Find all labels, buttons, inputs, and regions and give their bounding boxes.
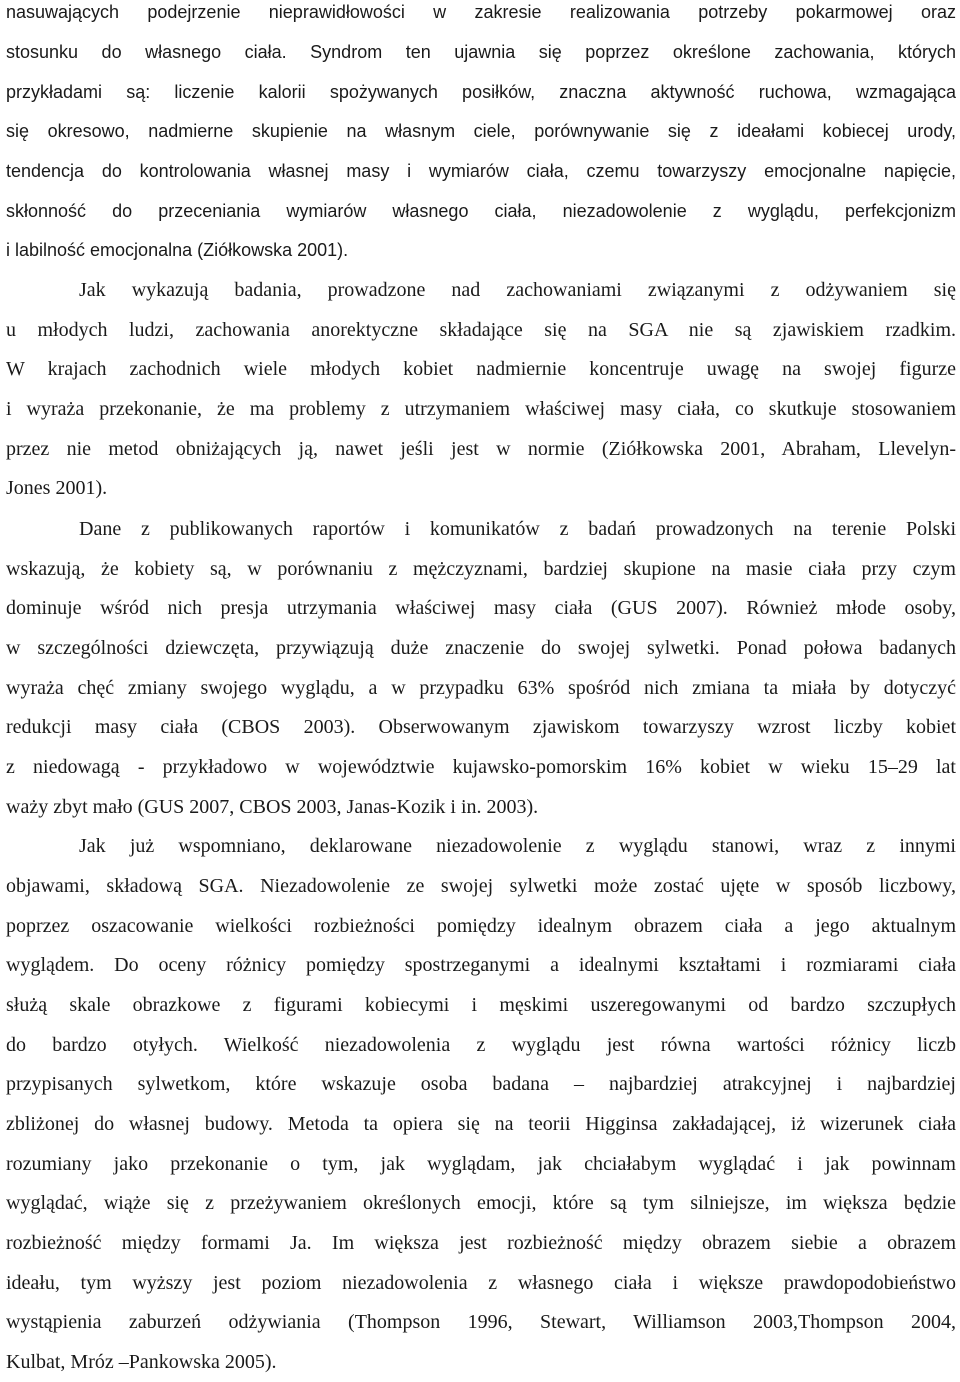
paragraph-first-line: Jak już wspomniano, deklarowane niezadowolenie z wyglądu stanowi, wraz z innymi xyxy=(79,835,956,857)
text-line: wskazują, że kobiety są, w porównaniu z mężczyznami, bardziej skupione na masie ciała przy czym xyxy=(6,558,956,580)
text-line: przykładami są: liczenie kalorii spożywanych posiłków, znaczna aktywność ruchowa, wzmagająca xyxy=(6,82,956,102)
text-line: Jones 2001). xyxy=(6,477,108,499)
text-line: się okresowo, nadmierne skupienie na własnym ciele, porównywanie się z ideałami kobiecej urody, xyxy=(6,121,956,141)
text-line: nasuwających podejrzenie nieprawidłowości w zakresie realizowania potrzeby pokarmowej oraz xyxy=(6,2,956,22)
text-line: do bardzo otyłych. Wielkość niezadowolenia z wyglądu jest równa wartości różnicy liczb xyxy=(6,1034,956,1056)
text-line: i labilność emocjonalna (Ziółkowska 2001). xyxy=(6,240,349,260)
text-line: przypisanych sylwetkom, które wskazuje osoba badana – najbardziej atrakcyjnej i najbardziej xyxy=(6,1073,956,1095)
text-line: zbliżonej do własnej budowy. Metoda ta opiera się na teorii Higginsa zakładającej, iż wizerunek ciała xyxy=(6,1113,956,1135)
text-line: wystąpienia zaburzeń odżywiania (Thompson 1996, Stewart, Williamson 2003,Thompson 2004, xyxy=(6,1311,956,1333)
paragraph-first-line: Jak wykazują badania, prowadzone nad zachowaniami związanymi z odżywaniem się xyxy=(79,279,956,301)
text-line: przez nie metod obniżających ją, nawet jeśli jest w normie (Ziółkowska 2001, Abraham, Llevelyn- xyxy=(6,438,956,460)
text-line: tendencja do kontrolowania własnej masy i wymiarów ciała, czemu towarzyszy emocjonalne napięcie, xyxy=(6,161,956,181)
text-line: skłonność do przeceniania wymiarów własnego ciała, niezadowolenie z wyglądu, perfekcjonizm xyxy=(6,201,956,221)
text-line: i wyraża przekonanie, że ma problemy z utrzymaniem właściwej masy ciała, co skutkuje stosowaniem xyxy=(6,398,956,420)
text-line: dominuje wśród nich presja utrzymania właściwej masy ciała (GUS 2007). Również młode osoby, xyxy=(6,597,956,619)
text-line: Kulbat, Mróz –Pankowska 2005). xyxy=(6,1351,277,1373)
text-line: redukcji masy ciała (CBOS 2003). Obserwowanym zjawiskom towarzyszy wzrost liczby kobiet xyxy=(6,716,956,738)
text-line: u młodych ludzi, zachowania anorektyczne składające się na SGA nie są zjawiskiem rzadkim. xyxy=(6,319,956,341)
text-line: wyglądać, wiąże się z przeżywaniem określonych emocji, które są tym silniejsze, im większa będzie xyxy=(6,1192,956,1214)
text-line: ideału, tym wyższy jest poziom niezadowolenia z własnego ciała i większe prawdopodobieństwo xyxy=(6,1272,956,1294)
text-line: wyglądem. Do oceny różnicy pomiędzy spostrzeganymi a idealnymi kształtami i rozmiarami ciała xyxy=(6,954,956,976)
text-line: w szczególności dziewczęta, przywiązują duże znaczenie do swojej sylwetki. Ponad połowa badanych xyxy=(6,637,956,659)
text-line: z niedowagą - przykładowo w województwie kujawsko-pomorskim 16% kobiet w wieku 15–29 lat xyxy=(6,756,956,778)
text-line: objawami, składową SGA. Niezadowolenie ze swojej sylwetki może zostać ujęte w sposób liczbowy, xyxy=(6,875,956,897)
text-line: W krajach zachodnich wiele młodych kobiet nadmiernie koncentruje uwagę na swojej figurze xyxy=(6,358,956,380)
text-line: rozbieżność między formami Ja. Im większa jest rozbieżność między obrazem siebie a obrazem xyxy=(6,1232,956,1254)
text-line: waży zbyt mało (GUS 2007, CBOS 2003, Janas-Kozik i in. 2003). xyxy=(6,796,539,818)
text-line: stosunku do własnego ciała. Syndrom ten ujawnia się poprzez określone zachowania, których xyxy=(6,42,956,62)
text-line: wyraża chęć zmiany swojego wyglądu, a w przypadku 63% spośród nich zmiana ta miała by dotyczyć xyxy=(6,677,956,699)
text-line: rozumiany jako przekonanie o tym, jak wyglądam, jak chciałabym wyglądać i jak powinnam xyxy=(6,1153,956,1175)
text-line: poprzez oszacowanie wielkości rozbieżności pomiędzy idealnym obrazem ciała a jego aktualnym xyxy=(6,915,956,937)
paragraph-first-line: Dane z publikowanych raportów i komunikatów z badań prowadzonych na terenie Polski xyxy=(79,518,956,540)
text-line: służą skale obrazkowe z figurami kobiecymi i męskimi uszeregowanymi od bardzo szczupłych xyxy=(6,994,956,1016)
